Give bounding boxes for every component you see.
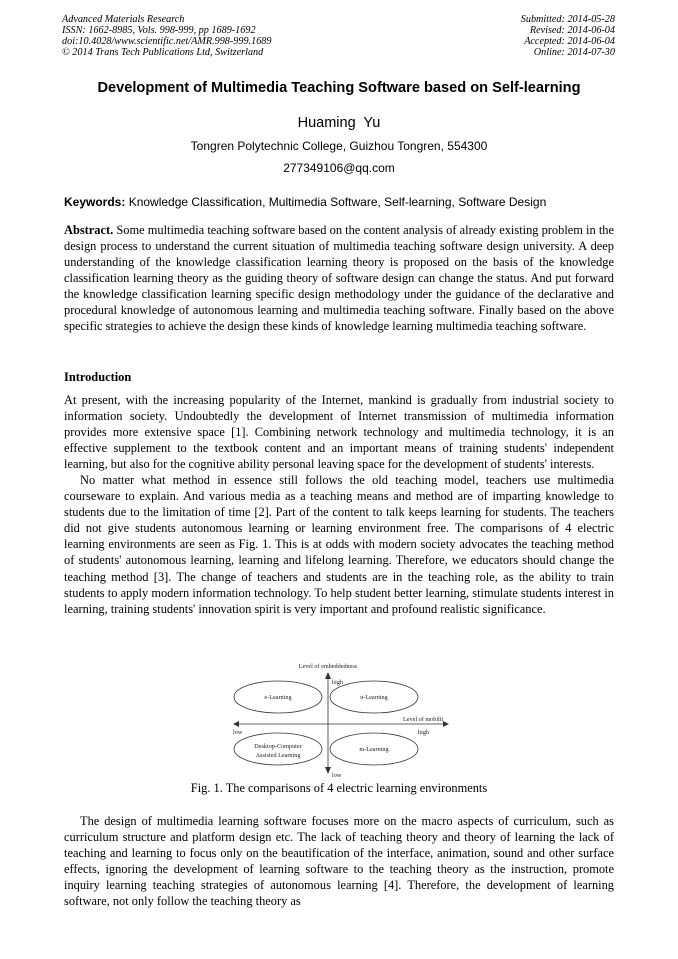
y-axis-label: Level of embeddedness [298,663,358,670]
publication-dates [521,15,615,59]
author-affiliation: Tongren Polytechnic College, Guizhou Tongren, 554300 [190,139,488,153]
quadrant-e-learning: e-Learning [264,694,292,701]
x-axis-label: Level of mobilit [403,716,444,723]
horizontal-axis-arrow-right [443,721,449,727]
keywords-label: Keywords: [64,195,126,209]
intro-paragraph-2: No matter what method in essence still follows the old teaching model, teachers use multimedia courseware to explain. And various media as a teaching means and method are of imparting knowledge to students due to the limitation of time [2]. Part of the content to talk keeps learning for students. The teachers did not give students autonomous learning or learning environment free. The comparisons of 4 electric learning environments are seen as Fig. 1. This is at odds with modern society advocates the teaching method of students' autonomous learning, learning and lifelong learning. Therefore, we educators should change the teaching method [3]. The change of teachers and students are in the teaching role, as the ability to train students to apply modern information technology. To help student better learning, stimulate students interest in learning, training students' innovation spirit is very important and profound realistic significance. [64,473,614,616]
quadrant-desktop-line1: Desktop-Computer [254,743,302,750]
keywords [64,195,616,209]
date-accepted: Accepted: 2014-06-04 [524,35,615,47]
body-paragraph-3 [64,813,614,909]
abstract-text: Some multimedia teaching software based on the content analysis of already existing problem in the design process to understand the current situation of multimedia teaching software design university. A deep understanding of the knowledge classification learning theory is proposed on the basis of the knowledge classification learning theory as the guiding theory of software design can change the status. And put forward the knowledge classification learning specific design methodology under the guidance of the declarative and procedural knowledge of autonomous learning and multimedia teaching software. Finally based on the above specific strategies to achieve the design these kinds of knowledge learning multimedia teaching software. [64,223,614,334]
journal-doi: doi:10.4028/www.scientific.net/AMR.998-999.1689 [62,35,272,47]
paper-title: Development of Multimedia Teaching Software based on Self-learning [97,80,581,96]
vertical-axis-arrow-down [325,767,331,774]
quadrant-desktop-line2: Assisted Learning [255,752,301,759]
date-online: Online: 2014-07-30 [533,46,615,58]
keywords-list: Knowledge Classification, Multimedia Software, Self-learning, Software Design [128,195,547,209]
figure-1-diagram [228,660,450,778]
journal-name: Advanced Materials Research [62,14,185,25]
y-high-label: high [332,679,344,686]
x-low-label: low [233,729,243,736]
author-email: 277349106@qq.com [283,161,395,175]
abstract-label: Abstract. [64,223,114,237]
author-name: Huaming Yu [297,115,381,131]
section-heading-introduction: Introduction [64,370,132,384]
date-submitted: Submitted: 2014-05-28 [520,14,615,25]
introduction-body [64,392,614,617]
quadrant-u-learning: u-Learning [360,694,388,701]
quadrant-diagram [228,660,450,778]
y-low-label: low [332,772,342,778]
date-revised: Revised: 2014-06-04 [529,24,615,36]
quadrant-m-learning: m-Learning [359,746,389,753]
paragraph-3-text: The design of multimedia learning software focuses more on the macro aspects of curriculum, such as curriculum structure and platform design etc. The lack of teaching theory and theory of learning the lack of teaching and learning to focus only on the beautification of the interface, animation, sound and other surface effects, ignoring the development of learning software to the teaching theory as the instruction, promote inquiry learning teaching strategies of autonomous learning [4]. Therefore, the development of learning software, not only follow the teaching theory as [64,814,614,909]
abstract [64,222,614,334]
journal-copyright: © 2014 Trans Tech Publications Ltd, Switzerland [62,46,264,58]
figure-1-caption: Fig. 1. The comparisons of 4 electric learning environments [190,781,488,795]
x-high-label: high [418,729,430,736]
vertical-axis-arrow-up [325,672,331,679]
horizontal-axis-arrow-left [233,721,239,727]
journal-info [62,15,271,59]
journal-issn: ISSN: 1662-8985, Vols. 998-999, pp 1689-1692 [62,24,256,36]
intro-paragraph-1: At present, with the increasing popularity of the Internet, mankind is gradually from industrial society to information society. Undoubtedly the development of Internet transmission of multimedia information provides more extensive space [1]. Combining network technology and multimedia technology, it is an effective supplement to the textbook content and an important means of training students' independent learning, but also for the cognitive ability personal leaving space for the development of students' interests. [64,393,614,472]
